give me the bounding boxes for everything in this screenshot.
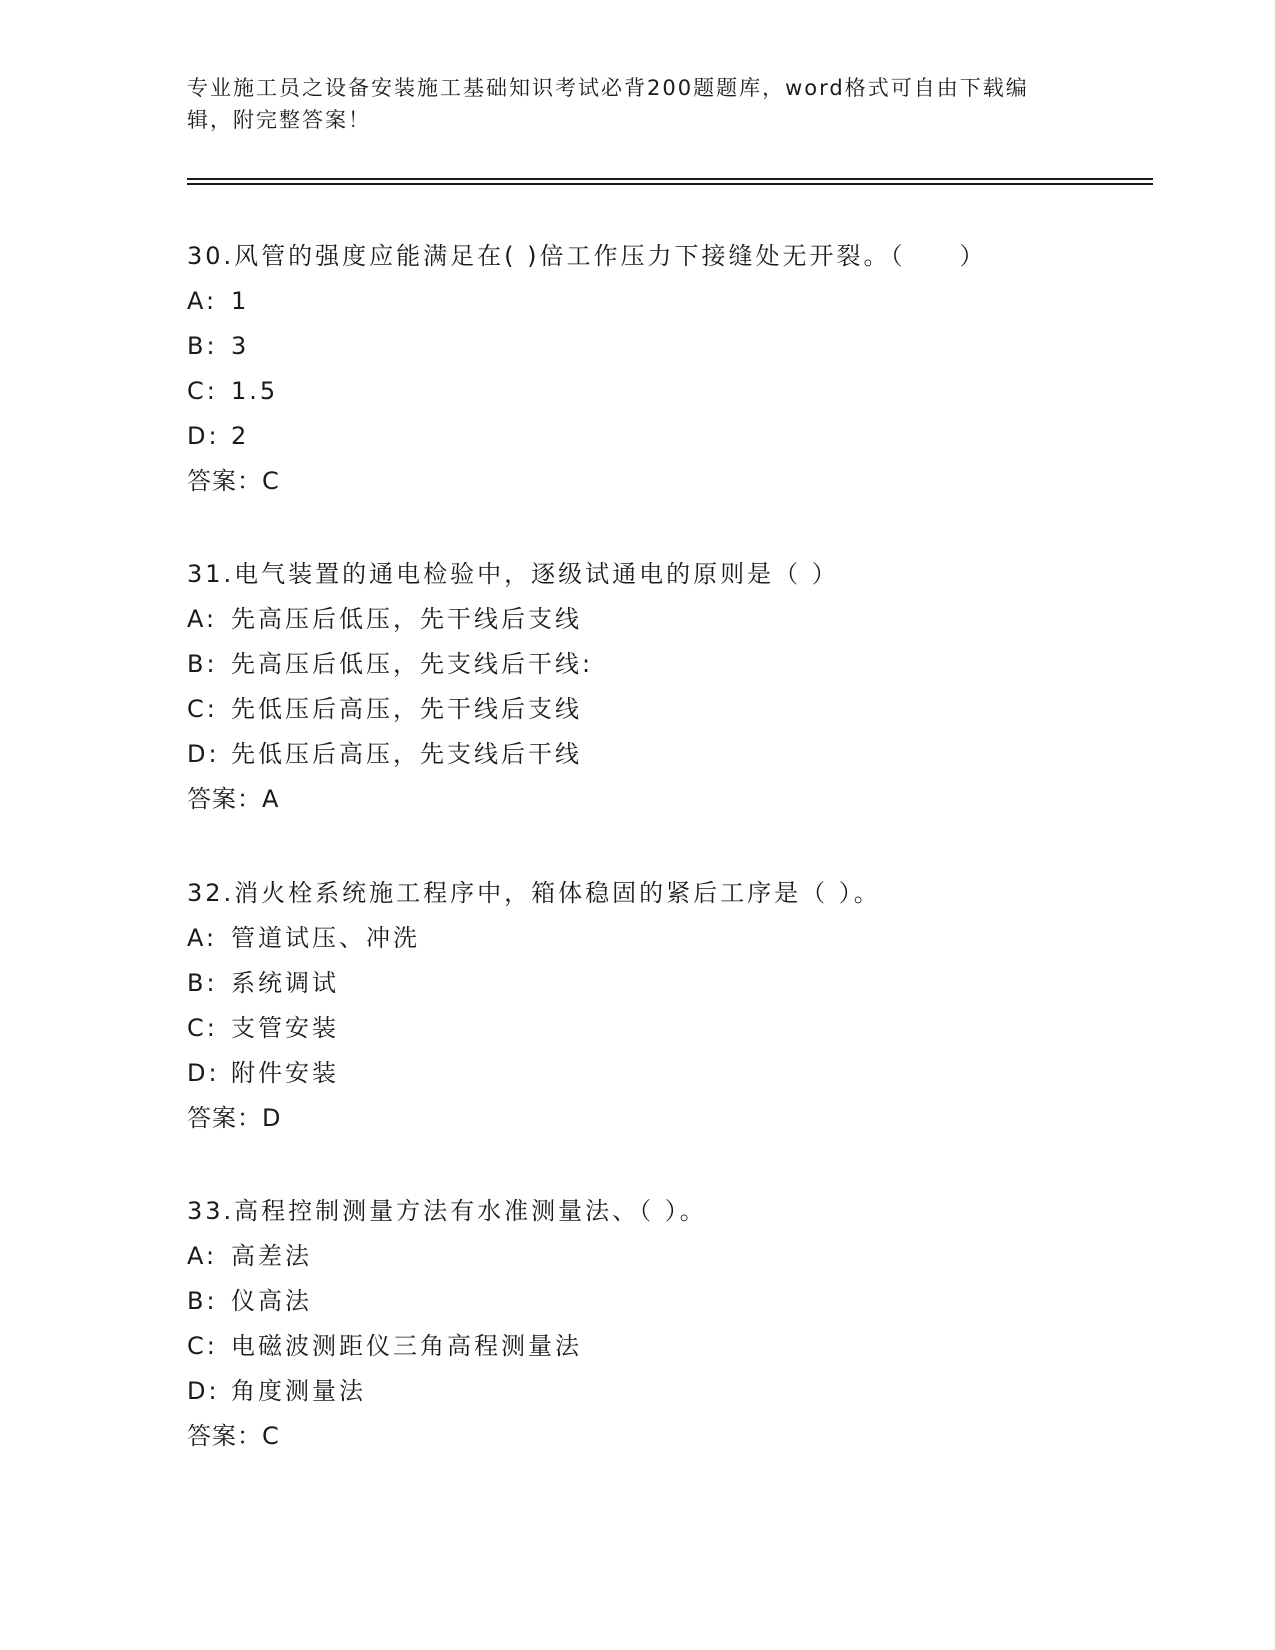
option-text: 附件安装 — [231, 1059, 339, 1087]
question-33 — [187, 1196, 1147, 1466]
option-text: 系统调试 — [231, 969, 339, 997]
option-letter: B: — [187, 969, 218, 997]
option-b — [187, 968, 1147, 1013]
option-text: 先低压后高压，先干线后支线 — [231, 695, 582, 723]
question-stem: 30.风管的强度应能满足在( )倍工作压力下接缝处无开裂。（ ） — [187, 242, 987, 270]
option-letter: B: — [187, 1287, 218, 1315]
option-text: 1 — [231, 287, 250, 315]
option-letter: C: — [187, 377, 218, 405]
question-stem: 31.电气装置的通电检验中，逐级试通电的原则是（ ） — [187, 560, 839, 588]
option-c — [187, 1013, 1147, 1058]
option-b — [187, 1286, 1147, 1331]
option-text: 高差法 — [231, 1242, 312, 1270]
option-text: 1.5 — [231, 377, 279, 405]
option-d — [187, 1058, 1147, 1103]
option-d — [187, 739, 1147, 784]
option-text: 先高压后低压，先干线后支线 — [231, 605, 582, 633]
option-d — [187, 1376, 1147, 1421]
option-c — [187, 376, 1147, 421]
question-stem: 32.消火栓系统施工程序中，箱体稳固的紧后工序是（ ）。 — [187, 879, 881, 907]
header-rule-bottom — [187, 183, 1153, 185]
option-b — [187, 331, 1147, 376]
option-letter: D: — [187, 422, 220, 450]
answer-line: 答案：C — [187, 467, 280, 495]
option-text: 仪高法 — [231, 1287, 312, 1315]
option-b — [187, 649, 1147, 694]
answer-line: 答案：C — [187, 1422, 280, 1450]
option-letter: C: — [187, 1014, 218, 1042]
option-a — [187, 604, 1147, 649]
option-letter: A: — [187, 924, 218, 952]
option-a — [187, 286, 1147, 331]
option-text: 支管安装 — [231, 1014, 339, 1042]
option-a — [187, 923, 1147, 968]
document-title: 专业施工员之设备安装施工基础知识考试必背200题题库，word格式可自由下载编辑，附完整答案！ — [187, 76, 1029, 132]
option-text: 先低压后高压，先支线后干线 — [231, 740, 582, 768]
option-letter: C: — [187, 695, 218, 723]
question-32 — [187, 878, 1147, 1148]
option-letter: A: — [187, 1242, 218, 1270]
option-text: 3 — [231, 332, 250, 360]
question-31 — [187, 559, 1147, 829]
question-30 — [187, 241, 1147, 511]
option-a — [187, 1241, 1147, 1286]
header-rule-top — [187, 178, 1153, 180]
option-letter: A: — [187, 605, 218, 633]
option-c — [187, 694, 1147, 739]
option-letter: D: — [187, 1377, 220, 1405]
option-letter: A: — [187, 287, 218, 315]
document-header — [187, 72, 1067, 136]
question-stem: 33.高程控制测量方法有水准测量法、（ ）。 — [187, 1197, 707, 1225]
option-letter: B: — [187, 650, 218, 678]
option-text: 电磁波测距仪三角高程测量法 — [231, 1332, 582, 1360]
answer-line: 答案：A — [187, 785, 280, 813]
option-text: 先高压后低压，先支线后干线: — [231, 650, 594, 678]
option-text: 管道试压、冲洗 — [231, 924, 420, 952]
option-text: 角度测量法 — [231, 1377, 366, 1405]
option-letter: B: — [187, 332, 218, 360]
option-text: 2 — [231, 422, 250, 450]
answer-line: 答案：D — [187, 1104, 282, 1132]
option-c — [187, 1331, 1147, 1376]
option-d — [187, 421, 1147, 466]
option-letter: D: — [187, 1059, 220, 1087]
option-letter: C: — [187, 1332, 218, 1360]
option-letter: D: — [187, 740, 220, 768]
